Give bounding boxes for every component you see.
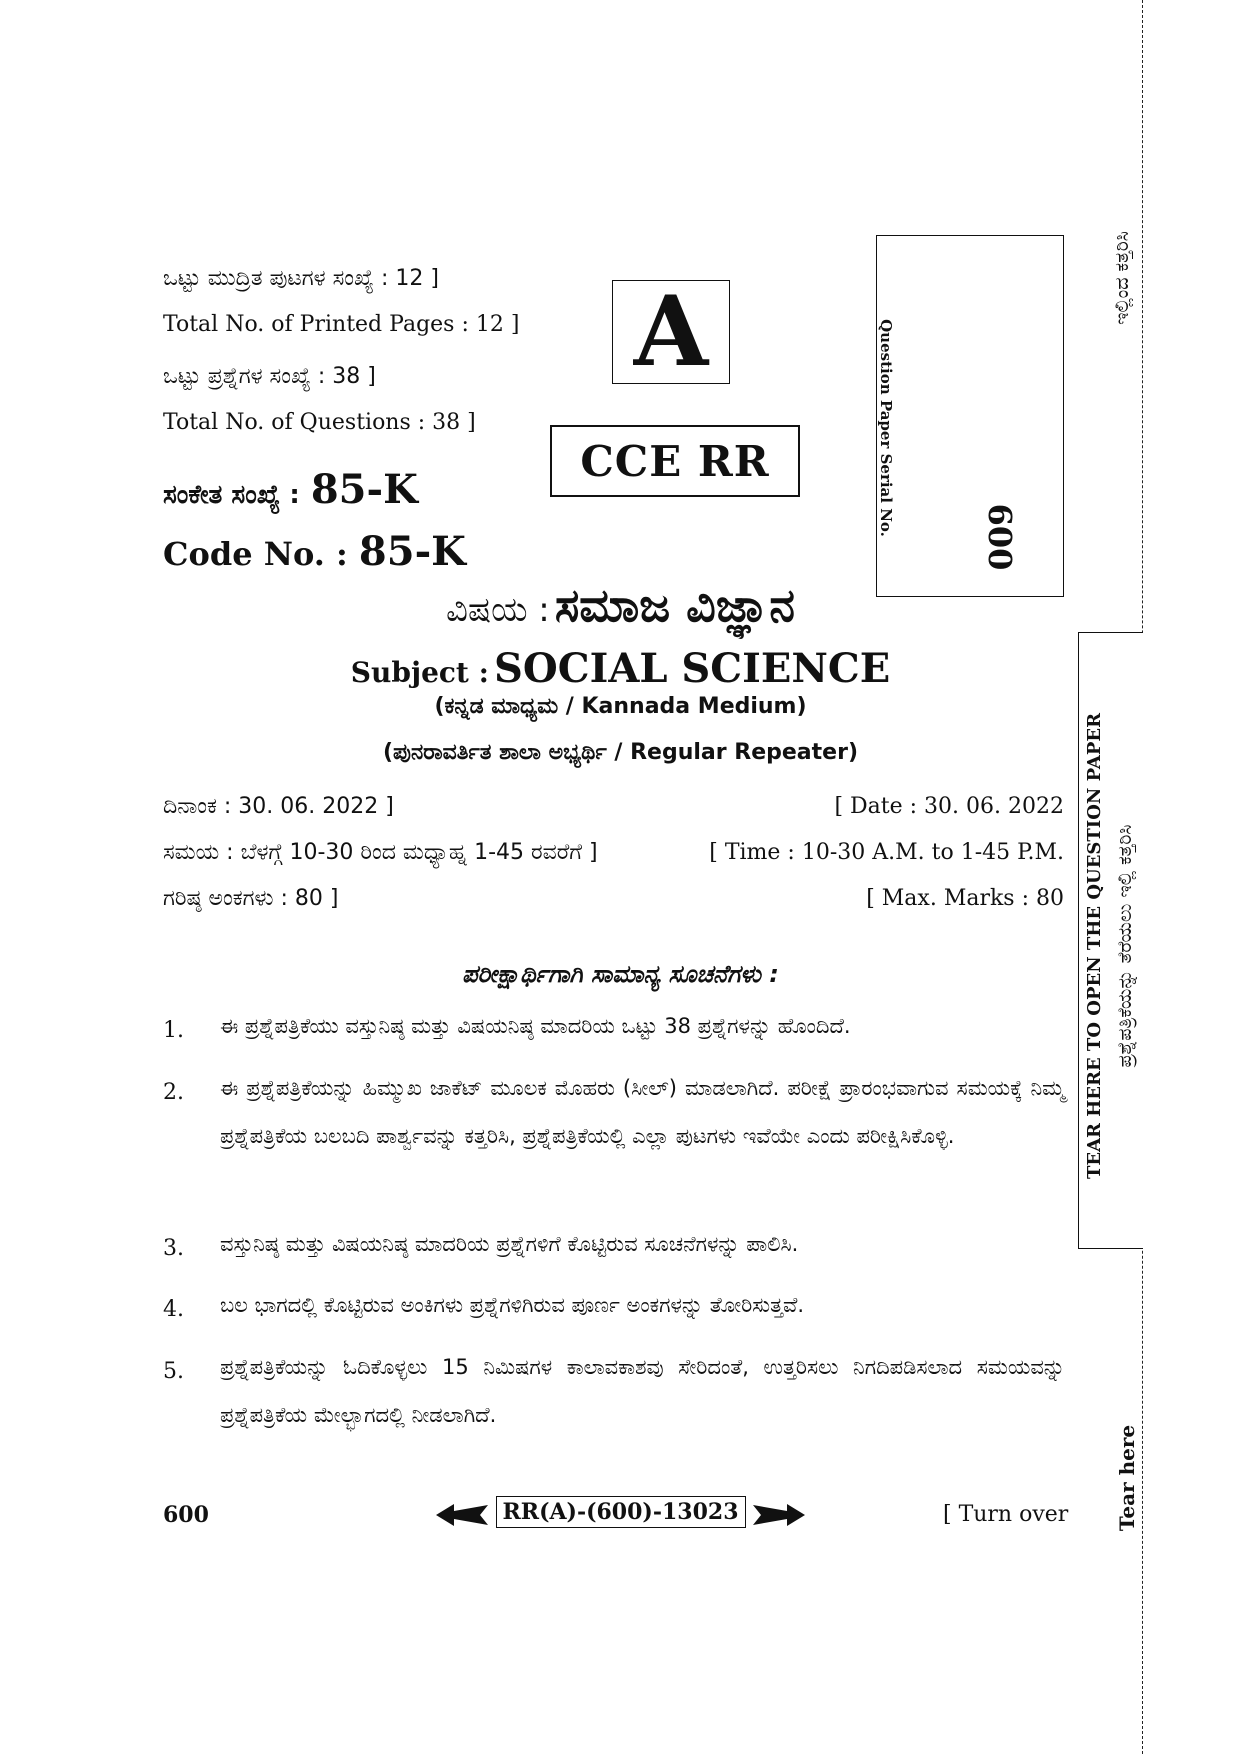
printed-pages-kn: ಒಟ್ಟು ಮುದ್ರಿತ ಪುಟಗಳ ಸಂಖ್ಯೆ : 12 ] — [163, 266, 439, 291]
medium-line: (ಕನ್ನಡ ಮಾಧ್ಯಮ / Kannada Medium) — [434, 694, 807, 719]
instruction-text-5: ಪ್ರಶ್ನೆಪತ್ರಿಕೆಯನ್ನು ಓದಿಕೊಳ್ಳಲು 15 ನಿಮಿಷಗಳ ಕಾಲಾವಕಾಶವು ಸೇರಿದಂತೆ, ಉತ್ತರಿಸಲು ನಿಗದಿಪಡಿಸಲಾದ ಸಮಯವನ್ನು ಪ್ರಶ್ನೆಪತ್ರಿಕೆಯ ಮೇಲ್ಭಾಗದಲ್ಲಿ ನೀಡಲಾಗಿದೆ. — [220, 1355, 1065, 1427]
subject-en — [0, 645, 1241, 692]
subject-kn-label: ವಿಷಯ : — [446, 590, 550, 630]
scheme-box: CCE RR — [550, 425, 800, 497]
instruction-num-3: 3. — [163, 1236, 184, 1261]
serial-number-box — [876, 235, 1064, 597]
turn-over: [ Turn over — [943, 1502, 1069, 1527]
instruction-text-4: ಬಲ ಭಾಗದಲ್ಲಿ ಕೊಟ್ಟಿರುವ ಅಂಕಿಗಳು ಪ್ರಶ್ನೆಗಳಿಗಿರುವ ಪೂರ್ಣ ಅಂಕಗಳನ್ನು ತೋರಿಸುತ್ತವೆ. — [220, 1293, 805, 1317]
time-kn: ಸಮಯ : ಬೆಳಗ್ಗೆ 10-30 ರಿಂದ ಮಧ್ಯಾಹ್ನ 1-45 ರವರೆಗೆ ] — [163, 840, 598, 865]
code-en-label: Code No. : — [163, 535, 348, 573]
footer-code: RR(A)-(600)-13023 — [496, 1496, 746, 1528]
subject-kn-value: ಸಮಾಜ ವಿಜ್ಞಾನ — [554, 578, 795, 632]
time-en: [ Time : 10-30 A.M. to 1-45 P.M. — [709, 840, 1064, 865]
serial-number: 600 — [981, 503, 1019, 571]
tear-instruction-kn: ಪ್ರಶ್ನೆಪತ್ರಿಕೆಯನ್ನು ತೆರೆಯಲು ಇಲ್ಲಿ ಕತ್ತರಿಸಿ — [1114, 824, 1136, 1068]
questions-count-en: Total No. of Questions : 38 ] — [163, 410, 476, 435]
subject-en-label: Subject : — [350, 656, 489, 689]
instruction-text-3: ವಸ್ತುನಿಷ್ಠ ಮತ್ತು ವಿಷಯನಿಷ್ಠ ಮಾದರಿಯ ಪ್ರಶ್ನೆಗಳಿಗೆ ಕೊಟ್ಟಿರುವ ಸೂಚನೆಗಳನ್ನು ಪಾಲಿಸಿ. — [220, 1232, 799, 1256]
candidate-line: (ಪುನರಾವರ್ತಿತ ಶಾಲಾ ಅಭ್ಯರ್ಥಿ / Regular Repeater) — [382, 740, 858, 765]
left-arrow-icon — [434, 1501, 490, 1529]
tear-top-kn: ಇಲ್ಲಿಂದ ಕತ್ತರಿಸಿ — [1111, 231, 1133, 325]
tear-here-label: Tear here — [1115, 1424, 1139, 1532]
instructions-heading: ಪರೀಕ್ಷಾರ್ಥಿಗಾಗಿ ಸಾಮಾನ್ಯ ಸೂಚನೆಗಳು : — [462, 960, 779, 988]
code-kn — [163, 466, 418, 513]
code-kn-label: ಸಂಕೇತ ಸಂಖ್ಯೆ : — [163, 480, 300, 510]
tear-instruction-en: TEAR HERE TO OPEN THE QUESTION PAPER — [1084, 712, 1105, 1180]
printed-pages-en: Total No. of Printed Pages : 12 ] — [163, 312, 520, 337]
subject-kn — [0, 578, 1241, 634]
serial-label: Question Paper Serial No. — [877, 319, 895, 537]
subject-en-value: SOCIAL SCIENCE — [494, 645, 891, 692]
instruction-num-4: 4. — [163, 1297, 184, 1322]
questions-count-kn: ಒಟ್ಟು ಪ್ರಶ್ನೆಗಳ ಸಂಖ್ಯೆ : 38 ] — [163, 364, 376, 389]
footer-page-code: 600 — [163, 1502, 209, 1528]
instruction-text-1: ಈ ಪ್ರಶ್ನೆಪತ್ರಿಕೆಯು ವಸ್ತುನಿಷ್ಠ ಮತ್ತು ವಿಷಯನಿಷ್ಠ ಮಾದರಿಯ ಒಟ್ಟು 38 ಪ್ರಶ್ನೆಗಳನ್ನು ಹೊಂದಿದೆ. — [220, 1014, 851, 1038]
instruction-num-1: 1. — [163, 1018, 184, 1043]
marks-en: [ Max. Marks : 80 — [866, 886, 1064, 911]
code-en — [163, 528, 466, 575]
code-kn-value: 85-K — [310, 466, 418, 513]
date-kn: ದಿನಾಂಕ : 30. 06. 2022 ] — [163, 794, 394, 819]
right-arrow-icon — [751, 1501, 807, 1529]
marks-kn: ಗರಿಷ್ಠ ಅಂಕಗಳು : 80 ] — [163, 886, 339, 911]
version-box: A — [612, 280, 730, 384]
code-en-value: 85-K — [358, 528, 466, 575]
instruction-text-2: ಈ ಪ್ರಶ್ನೆಪತ್ರಿಕೆಯನ್ನು ಹಿಮ್ಮುಖ ಜಾಕೆಟ್ ಮೂಲಕ ಮೊಹರು (ಸೀಲ್) ಮಾಡಲಾಗಿದೆ. ಪರೀಕ್ಷೆ ಪ್ರಾರಂಭವಾಗುವ ಸಮಯಕ್ಕೆ ನಿಮ್ಮ ಪ್ರಶ್ನೆಪತ್ರಿಕೆಯ ಬಲಬದಿ ಪಾರ್ಶ್ವವನ್ನು ಕತ್ತರಿಸಿ, ಪ್ರಶ್ನೆಪತ್ರಿಕೆಯಲ್ಲಿ ಎಲ್ಲಾ ಪುಟಗಳು ಇವೆಯೇ ಎಂದು ಪರೀಕ್ಷಿಸಿಕೊಳ್ಳಿ. — [220, 1076, 1065, 1148]
instruction-num-5: 5. — [163, 1359, 184, 1384]
instruction-num-2: 2. — [163, 1080, 184, 1105]
date-en: [ Date : 30. 06. 2022 — [834, 794, 1064, 819]
